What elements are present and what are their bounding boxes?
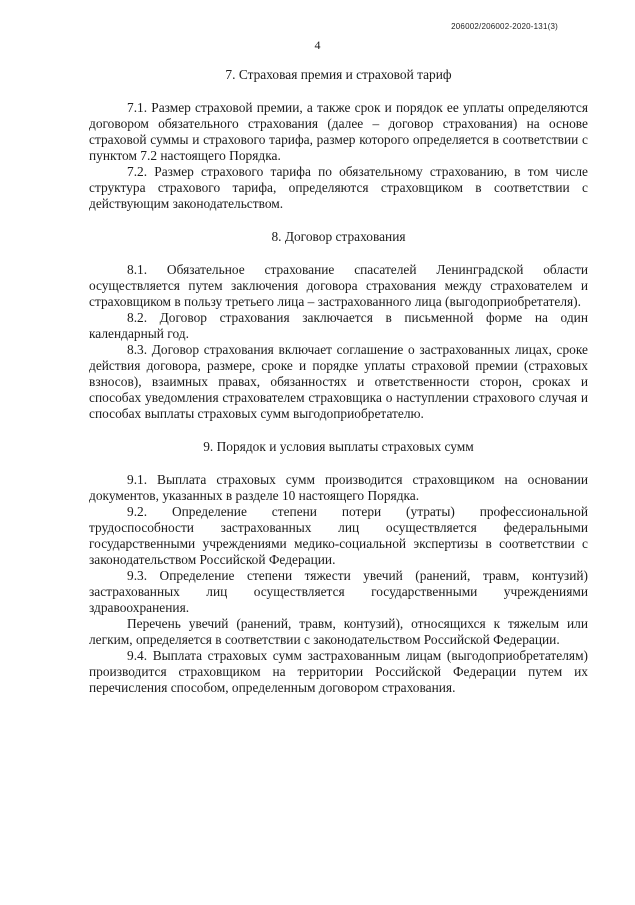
paragraph-8-2: 8.2. Договор страхования заключается в письменной форме на один календарный год. — [89, 310, 588, 341]
paragraph-9-3: 9.3. Определение степени тяжести увечий (ранений, травм, контузий) застрахованных лиц осуществляется государственными учреждениями здравоохранения. — [89, 568, 588, 615]
section-7 — [89, 67, 588, 212]
paragraph-9-4: 9.4. Выплата страховых сумм застрахованным лицам (выгодоприобретателям) производится страховщиком на территории Российской Федерации путем их перечисления способом, определенным договором страхования. — [89, 648, 588, 695]
paragraph-9-2: 9.2. Определение степени потери (утраты) профессиональной трудоспособности застрахованных лиц осуществляется федеральными государственными учреждениями медико-социальной экспертизы в соответствии с законодательством Российской Федерации. — [89, 504, 588, 567]
paragraph-7-2: 7.2. Размер страхового тарифа по обязательному страхованию, в том числе структура страхового тарифа, определяются страховщиком в соответствии с действующим законодательством. — [89, 164, 588, 211]
section-9 — [89, 439, 588, 696]
paragraph-7-1: 7.1. Размер страховой премии, а также срок и порядок ее уплаты определяются договором обязательного страхования (далее – договор страхования) на основе страховой суммы и страхового тарифа, размер которого определяется в соответствии с пунктом 7.2 настоящего Порядка. — [89, 100, 588, 163]
paragraph-8-1: 8.1. Обязательное страхование спасателей Ленинградской области осуществляется путем заключения договора страхования между страхователем и страховщиком в пользу третьего лица – застрахованного лица (выгодоприобретателя). — [89, 262, 588, 309]
paragraph-9-3-list: Перечень увечий (ранений, травм, контузий), относящихся к тяжелым или легким, определяется в соответствии с законодательством Российской Федерации. — [89, 616, 588, 647]
paragraph-8-3: 8.3. Договор страхования включает соглашение о застрахованных лицах, сроке действия договора, размере, сроке и порядке уплаты страховой премии (страховых взносов), взаимных правах, обязанностях и ответственности сторон, сроках и способах уведомления страхователем страховщика о наступлении страхового случая и способах выплаты страховых сумм выгодоприобретателю. — [89, 342, 588, 421]
paragraph-9-1: 9.1. Выплата страховых сумм производится страховщиком на основании документов, указанных в разделе 10 настоящего Порядка. — [89, 472, 588, 503]
section-9-title: 9. Порядок и условия выплаты страховых сумм — [203, 439, 474, 454]
page-number: 4 — [314, 38, 321, 52]
document-body — [89, 67, 588, 696]
section-8 — [89, 229, 588, 422]
section-8-title: 8. Договор страхования — [271, 229, 406, 244]
section-7-title: 7. Страховая премия и страховой тариф — [225, 67, 452, 82]
document-id: 206002/206002-2020-131(3) — [451, 22, 558, 31]
